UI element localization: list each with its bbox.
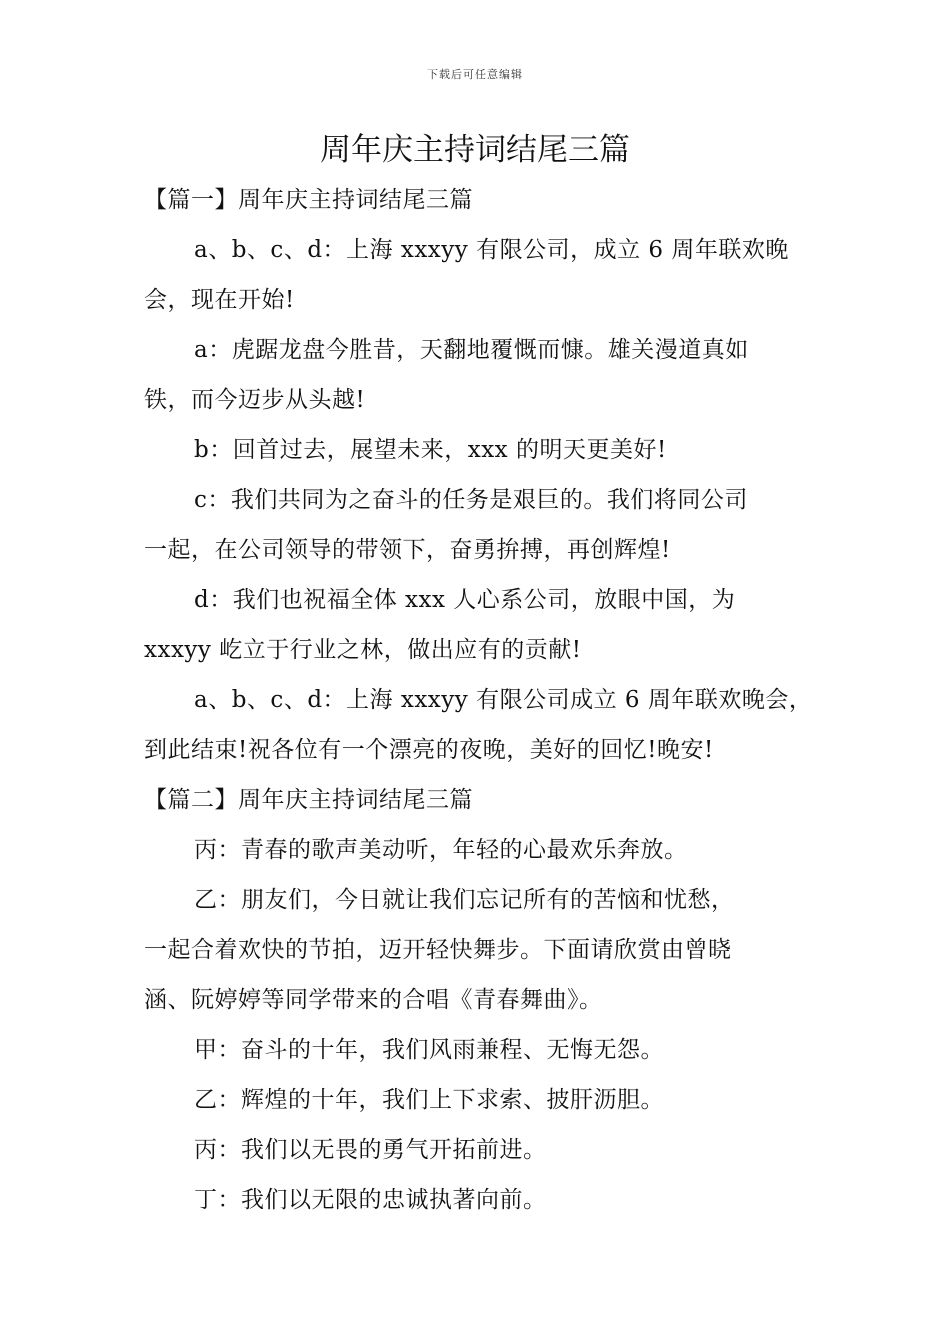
paragraph-line: 一起，在公司领导的带领下，奋勇拚搏，再创辉煌! xyxy=(144,537,671,563)
paragraph-line: d：我们也祝福全体 xxx 人心系公司，放眼中国，为 xyxy=(194,587,736,613)
paragraph-line: 一起合着欢快的节拍，迈开轻快舞步。下面请欣赏由曾晓 xyxy=(144,937,732,963)
paragraph-line: b：回首过去，展望未来，xxx 的明天更美好! xyxy=(194,437,667,463)
paragraph-line: 丁：我们以无限的忠诚执著向前。 xyxy=(194,1187,547,1213)
section-heading: 【篇二】周年庆主持词结尾三篇 xyxy=(144,787,473,813)
paragraph-line: a：虎踞龙盘今胜昔，天翻地覆慨而慷。雄关漫道真如 xyxy=(194,337,749,363)
document-title: 周年庆主持词结尾三篇 xyxy=(320,132,630,168)
paragraph-line: 甲：奋斗的十年，我们风雨兼程、无悔无怨。 xyxy=(194,1037,664,1063)
section-heading: 【篇一】周年庆主持词结尾三篇 xyxy=(144,187,473,213)
paragraph-line: 丙：我们以无畏的勇气开拓前进。 xyxy=(194,1137,547,1163)
paragraph-line: 到此结束!祝各位有一个漂亮的夜晚，美好的回忆!晚安! xyxy=(144,737,714,763)
paragraph-line: a、b、c、d：上海 xxxyy 有限公司成立 6 周年联欢晚会， xyxy=(194,687,813,713)
paragraph-line: 乙：朋友们，今日就让我们忘记所有的苦恼和忧愁， xyxy=(194,887,735,913)
paragraph-line: 丙：青春的歌声美动听，年轻的心最欢乐奔放。 xyxy=(194,837,688,863)
page-header-note: 下载后可任意编辑 xyxy=(427,68,523,81)
document-body xyxy=(144,175,824,1225)
paragraph-line: 会，现在开始! xyxy=(144,287,295,313)
paragraph-line: xxxyy 屹立于行业之林，做出应有的贡献! xyxy=(144,637,582,663)
paragraph-line: c：我们共同为之奋斗的任务是艰巨的。我们将同公司 xyxy=(194,487,748,513)
paragraph-line: 铁，而今迈步从头越! xyxy=(144,387,366,413)
paragraph-line: 涵、阮婷婷等同学带来的合唱《青春舞曲》。 xyxy=(144,987,603,1013)
paragraph-line: a、b、c、d：上海 xxxyy 有限公司，成立 6 周年联欢晚 xyxy=(194,237,789,263)
paragraph-line: 乙：辉煌的十年，我们上下求索、披肝沥胆。 xyxy=(194,1087,664,1113)
